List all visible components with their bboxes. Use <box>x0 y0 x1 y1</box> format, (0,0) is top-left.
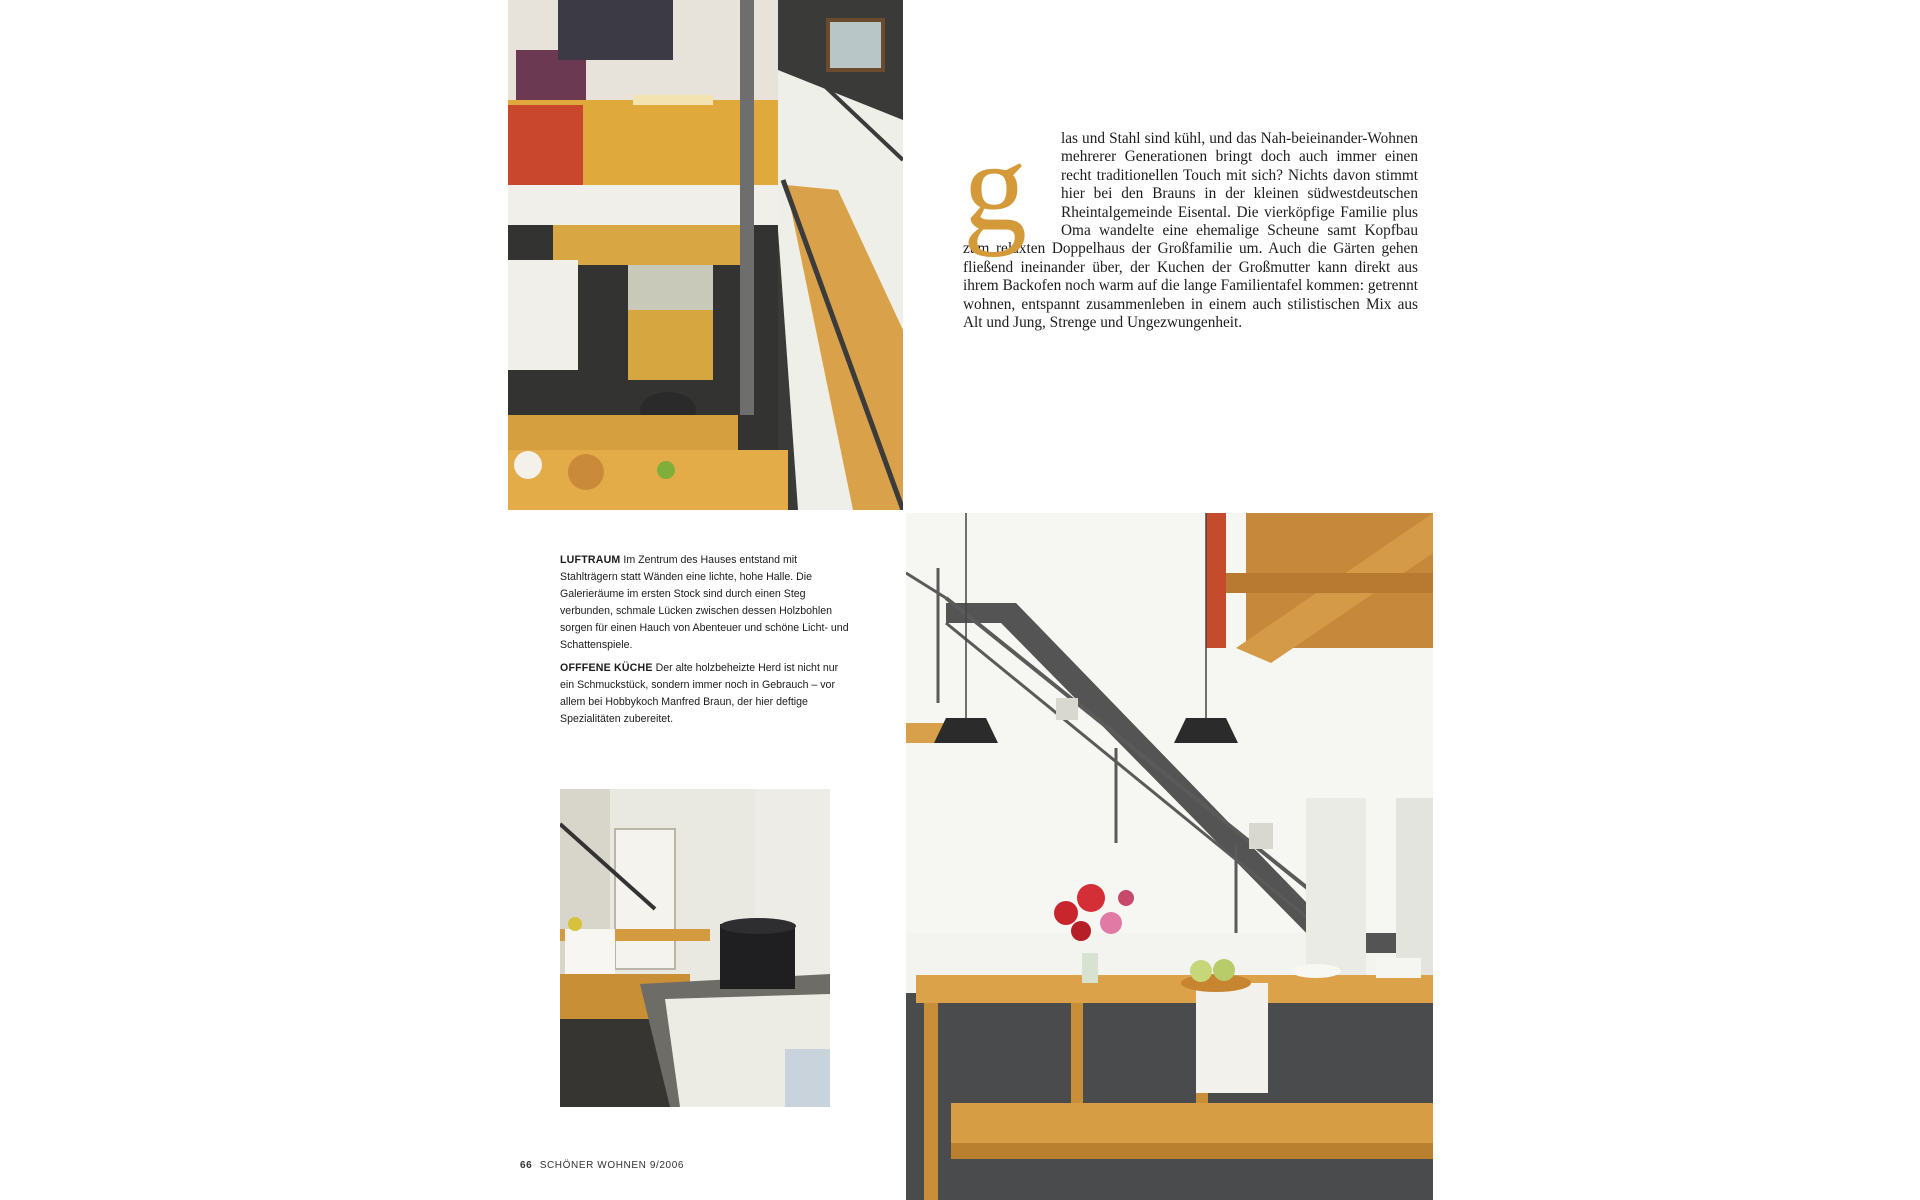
photo-wood-stove <box>560 789 830 1107</box>
magazine-issue: SCHÖNER WOHNEN 9/2006 <box>539 1160 685 1171</box>
photo-loft-overview <box>508 0 903 510</box>
caption-text: Im Zentrum des Hauses entstand mit Stahlträgern statt Wänden eine lichte, hohe Halle. Die Galerieräume im ersten Stock sind durch einen Steg verbunden, schmale Lücken zwischen dessen Holzbohlen sorgen für einen Hauch von Abenteuer und schöne Licht- und Schattenspiele. <box>560 554 849 651</box>
caption-heading: OFFFENE KÜCHE <box>560 662 653 674</box>
caption-luftraum <box>560 552 850 654</box>
photo-dining-staircase <box>906 513 1433 1200</box>
drop-cap: g <box>963 115 1027 257</box>
caption-kueche <box>560 660 850 728</box>
magazine-page <box>508 0 1433 1200</box>
caption-heading: LUFTRAUM <box>560 554 621 566</box>
page-number: 66 <box>520 1160 533 1171</box>
page-footer <box>520 1160 684 1171</box>
intro-article <box>963 115 1418 332</box>
caption-text: Der alte holzbeheizte Herd ist nicht nur ein Schmuckstück, sondern immer noch in Gebrauch – vor allem bei Hobbykoch Manfred Braun, der hier deftige Spezialitäten zubereitet. <box>560 662 839 725</box>
photo-captions <box>560 552 850 734</box>
intro-body: las und Stahl sind kühl, und das Nah-beieinander-Wohnen mehrerer Generationen bringt doch auch immer einen recht traditionellen Touch mit sich? Nichts davon stimmt hier bei den Brauns in der kleinen südwestdeutschen Rheintalgemeinde Eisental. Die vierköpfige Familie plus Oma wandelte eine ehemalige Scheune samt Kopfbau zum relaxten Doppelhaus der Großfamilie um. Auch die Gärten gehen fließend ineinander über, der Kuchen der Großmutter kann direkt aus ihrem Backofen noch warm auf die lange Familientafel kommen: getrennt wohnen, entspannt zusammenleben in einem auch stilistischen Mix aus Alt und Jung, Strenge und Ungezwungenheit. <box>963 130 1418 332</box>
